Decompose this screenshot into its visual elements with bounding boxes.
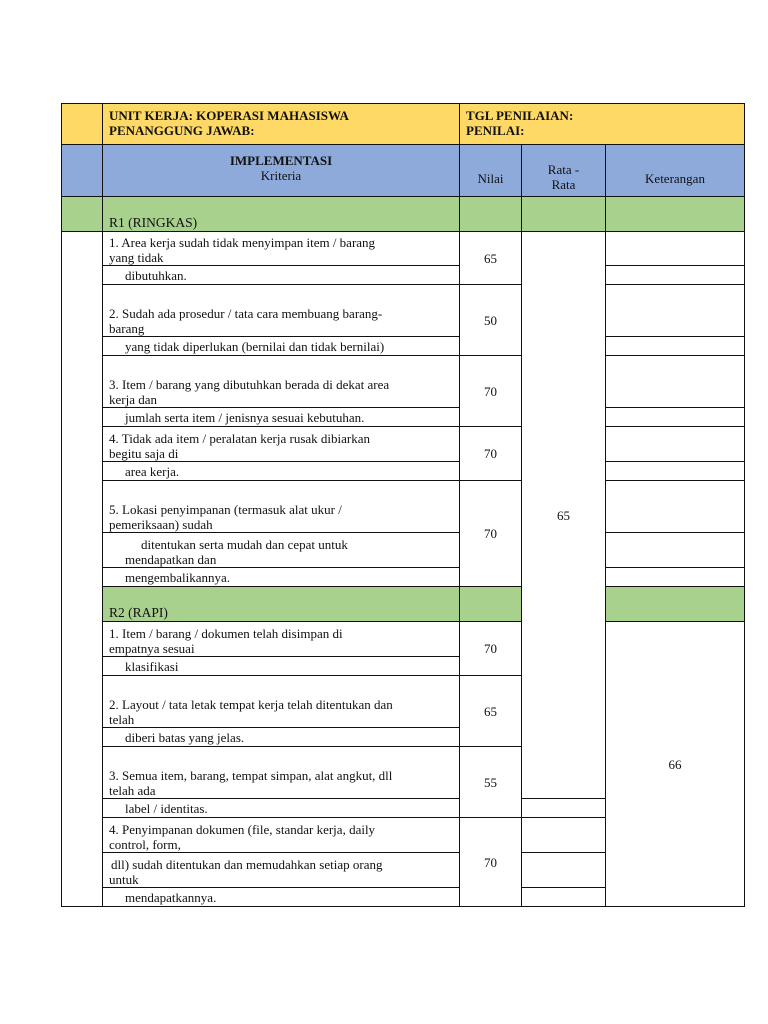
- criteria-line: untuk: [109, 872, 139, 887]
- criteria-text: [103, 853, 460, 888]
- criteria-line: 2. Layout / tata letak tempat kerja telah ditentukan dan: [109, 697, 393, 712]
- keterangan-cell: [606, 232, 745, 266]
- criteria-line: kerja dan: [109, 392, 158, 407]
- section-rata-cell: [606, 587, 745, 622]
- penanggung-jawab-label: PENANGGUNG JAWAB:: [109, 123, 255, 138]
- criteria-text: dibutuhkan.: [103, 266, 460, 285]
- table-row: [62, 462, 745, 481]
- criteria-text: [103, 481, 460, 533]
- criteria-text: label / identitas.: [103, 799, 460, 818]
- table-row: [62, 481, 745, 533]
- keterangan-cell: [606, 427, 745, 462]
- keterangan-cell: [606, 462, 745, 481]
- keterangan-heading: Keterangan: [606, 145, 745, 197]
- penilai-label: PENILAI:: [466, 123, 525, 138]
- criteria-line: 5. Lokasi penyimpanan (termasuk alat ukur /: [109, 502, 342, 517]
- criteria-text: diberi batas yang jelas.: [103, 728, 460, 747]
- keterangan-cell: [606, 568, 745, 587]
- keterangan-cell: [606, 533, 745, 568]
- table-row: [62, 356, 745, 408]
- nilai-value: 65: [460, 676, 522, 747]
- nilai-value: 65: [460, 232, 522, 285]
- criteria-text: area kerja.: [103, 462, 460, 481]
- table-row: [62, 337, 745, 356]
- criteria-text: [103, 285, 460, 337]
- nilai-value: 70: [460, 356, 522, 427]
- left-blank-column: [62, 232, 103, 907]
- nilai-value: 55: [460, 747, 522, 818]
- section-keterangan-cell: [606, 197, 745, 232]
- criteria-text: [103, 747, 460, 799]
- keterangan-cell: [606, 285, 745, 337]
- table-row: [62, 408, 745, 427]
- criteria-text: [103, 533, 460, 568]
- header-blank-cell: [62, 104, 103, 145]
- keterangan-cell: [606, 356, 745, 408]
- rata-rata-heading: [522, 145, 606, 197]
- nilai-value: 50: [460, 285, 522, 356]
- table-row: [62, 533, 745, 568]
- criteria-line: pemeriksaan) sudah: [109, 517, 213, 532]
- criteria-line: dll) sudah ditentukan dan memudahkan setiap orang: [111, 857, 383, 872]
- nilai-value: 70: [460, 622, 522, 676]
- criteria-text: mengembalikannya.: [103, 568, 460, 587]
- criteria-line: 3. Semua item, barang, tempat simpan, alat angkut, dll: [109, 768, 393, 783]
- nilai-value: 70: [460, 818, 522, 907]
- rata-rata-value: 65: [522, 232, 606, 799]
- criteria-line: yang tidak: [109, 250, 164, 265]
- keterangan-cell: [522, 818, 606, 853]
- column-header-row: [62, 145, 745, 197]
- criteria-line: 1. Item / barang / dokumen telah disimpan di: [109, 626, 343, 641]
- header-row-info: [62, 104, 745, 145]
- keterangan-cell: [606, 481, 745, 533]
- tgl-penilaian-label: TGL PENILAIAN:: [466, 108, 574, 123]
- criteria-text: [103, 232, 460, 266]
- column-header-criteria: [103, 145, 460, 197]
- column-header-blank: [62, 145, 103, 197]
- table-row: [62, 232, 745, 266]
- section-row-r1: [62, 197, 745, 232]
- section-rata-cell: [522, 197, 606, 232]
- nilai-heading: Nilai: [460, 145, 522, 197]
- implementasi-heading: IMPLEMENTASI: [229, 153, 333, 168]
- table-row: [62, 622, 745, 657]
- nilai-value: 70: [460, 427, 522, 481]
- criteria-line: ditentukan serta mudah dan cepat untuk: [141, 537, 348, 552]
- table-row: [62, 266, 745, 285]
- criteria-text: mendapatkannya.: [103, 888, 460, 907]
- keterangan-cell: [606, 408, 745, 427]
- table-row: [62, 427, 745, 462]
- rata-rata-value: 66: [606, 622, 745, 907]
- criteria-text: [103, 818, 460, 853]
- kriteria-heading: Kriteria: [260, 168, 302, 183]
- section-nilai-cell: [460, 197, 522, 232]
- keterangan-cell: [522, 853, 606, 888]
- table-row: [62, 568, 745, 587]
- criteria-line: control, form,: [109, 837, 181, 852]
- criteria-line: telah: [109, 712, 135, 727]
- keterangan-cell: [522, 888, 606, 907]
- criteria-line: mendapatkan dan: [125, 552, 217, 567]
- section-blank-cell: [62, 197, 103, 232]
- criteria-line: 2. Sudah ada prosedur / tata cara membuang barang-: [109, 306, 383, 321]
- section-row-r2: [62, 587, 745, 622]
- criteria-text: klasifikasi: [103, 657, 460, 676]
- section-nilai-cell: [460, 587, 522, 622]
- criteria-text: [103, 427, 460, 462]
- keterangan-cell: [522, 799, 606, 818]
- header-unit-cell: [103, 104, 460, 145]
- criteria-text: [103, 622, 460, 657]
- section-title: R1 (RINGKAS): [103, 197, 460, 232]
- keterangan-cell: [606, 266, 745, 285]
- unit-kerja-label: UNIT KERJA: KOPERASI MAHASISWA: [109, 108, 349, 123]
- criteria-text: [103, 356, 460, 408]
- assessment-table: [61, 103, 745, 907]
- criteria-text: [103, 676, 460, 728]
- criteria-line: 1. Area kerja sudah tidak menyimpan item / barang: [109, 235, 376, 250]
- criteria-text: yang tidak diperlukan (bernilai dan tidak bernilai): [103, 337, 460, 356]
- table-row: [62, 285, 745, 337]
- keterangan-cell: [606, 337, 745, 356]
- criteria-line: 4. Penyimpanan dokumen (file, standar kerja, daily: [109, 822, 376, 837]
- rata-heading-line2: Rata: [551, 177, 576, 192]
- criteria-line: telah ada: [109, 783, 156, 798]
- criteria-line: empatnya sesuai: [109, 641, 195, 656]
- section-title: R2 (RAPI): [103, 587, 460, 622]
- criteria-text: jumlah serta item / jenisnya sesuai kebutuhan.: [103, 408, 460, 427]
- criteria-line: 3. Item / barang yang dibutuhkan berada di dekat area: [109, 377, 390, 392]
- criteria-line: 4. Tidak ada item / peralatan kerja rusak dibiarkan: [109, 431, 371, 446]
- nilai-value: 70: [460, 481, 522, 587]
- rata-heading-line1: Rata -: [547, 162, 580, 177]
- header-date-cell: [460, 104, 745, 145]
- criteria-line: begitu saja di: [109, 446, 179, 461]
- criteria-line: barang: [109, 321, 145, 336]
